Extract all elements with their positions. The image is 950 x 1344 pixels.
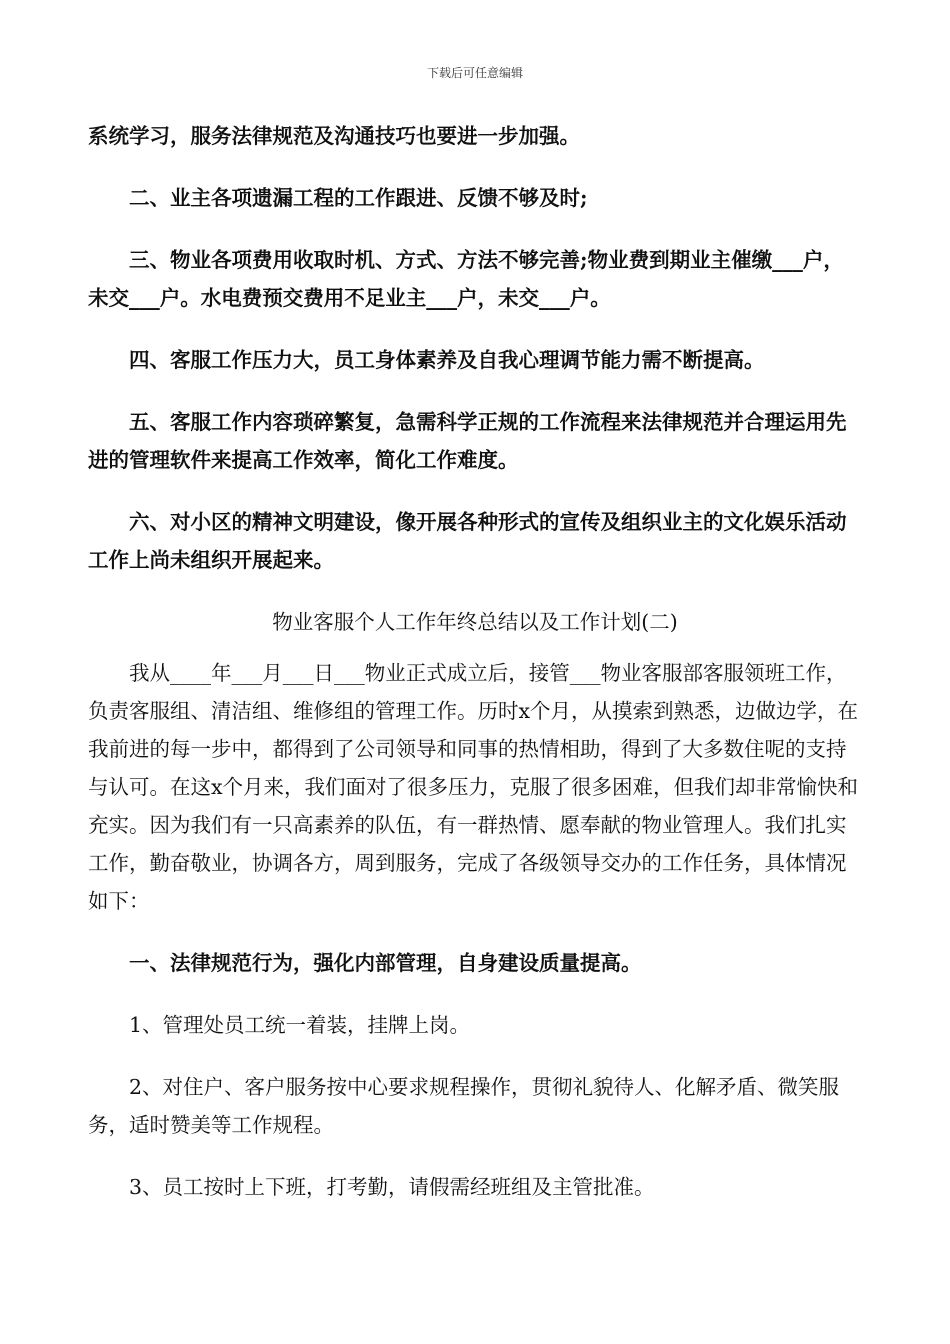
paragraph-issue-2: 二、业主各项遗漏工程的工作跟进、反馈不够及时;: [129, 186, 588, 210]
paragraph-intro: 我从____年___月___日___物业正式成立后，接管___物业客服部客服领班工作，负责客服组、清洁组、维修组的管理工作。历时x个月，从摸索到熟悉，边做边学，在我前进的每一步中，都得到了公司领导和同事的热情相助，得到了大多数住呢的支持与认可。在这x个月来，我们面对了很多压力，克服了很多困难，但我们却非常愉快和充实。因为我们有一只高素养的队伍，有一群热情、愿奉献的物业管理人。我们扎实工作，勤奋敬业，协调各方，周到服务，完成了各级领导交办的工作任务，具体情况如下：: [88, 661, 859, 913]
paragraph-issue-6: 六、对小区的精神文明建设，像开展各种形式的宣传及组织业主的文化娱乐活动工作上尚未组织开展起来。: [88, 510, 847, 572]
document-body: [88, 117, 862, 1206]
paragraph-continuation: 系统学习，服务法律规范及沟通技巧也要进一步加强。: [88, 124, 580, 148]
paragraph-heading-1: 一、法律规范行为，强化内部管理，自身建设质量提高。: [129, 951, 642, 975]
paragraph-issue-5: 五、客服工作内容琐碎繁复，急需科学正规的工作流程来法律规范并合理运用先进的管理软件来提高工作效率，简化工作难度。: [88, 410, 847, 472]
paragraph-item-3: 3、员工按时上下班，打考勤，请假需经班组及主管批准。: [129, 1175, 655, 1199]
page-header-note: 下载后可任意编辑: [426, 66, 523, 80]
paragraph-issue-3: 三、物业各项费用收取时机、方式、方法不够完善;物业费到期业主催缴___户，未交___户。水电费预交费用不足业主___户，未交___户。: [88, 248, 844, 310]
section-title: 物业客服个人工作年终总结以及工作计划(二): [272, 610, 678, 634]
paragraph-issue-4: 四、客服工作压力大，员工身体素养及自我心理调节能力需不断提高。: [129, 348, 765, 372]
paragraph-item-2: 2、对住户、客户服务按中心要求规程操作，贯彻礼貌待人、化解矛盾、微笑服务，适时赞美等工作规程。: [88, 1075, 840, 1137]
paragraph-item-1: 1、管理处员工统一着装，挂牌上岗。: [129, 1013, 471, 1037]
